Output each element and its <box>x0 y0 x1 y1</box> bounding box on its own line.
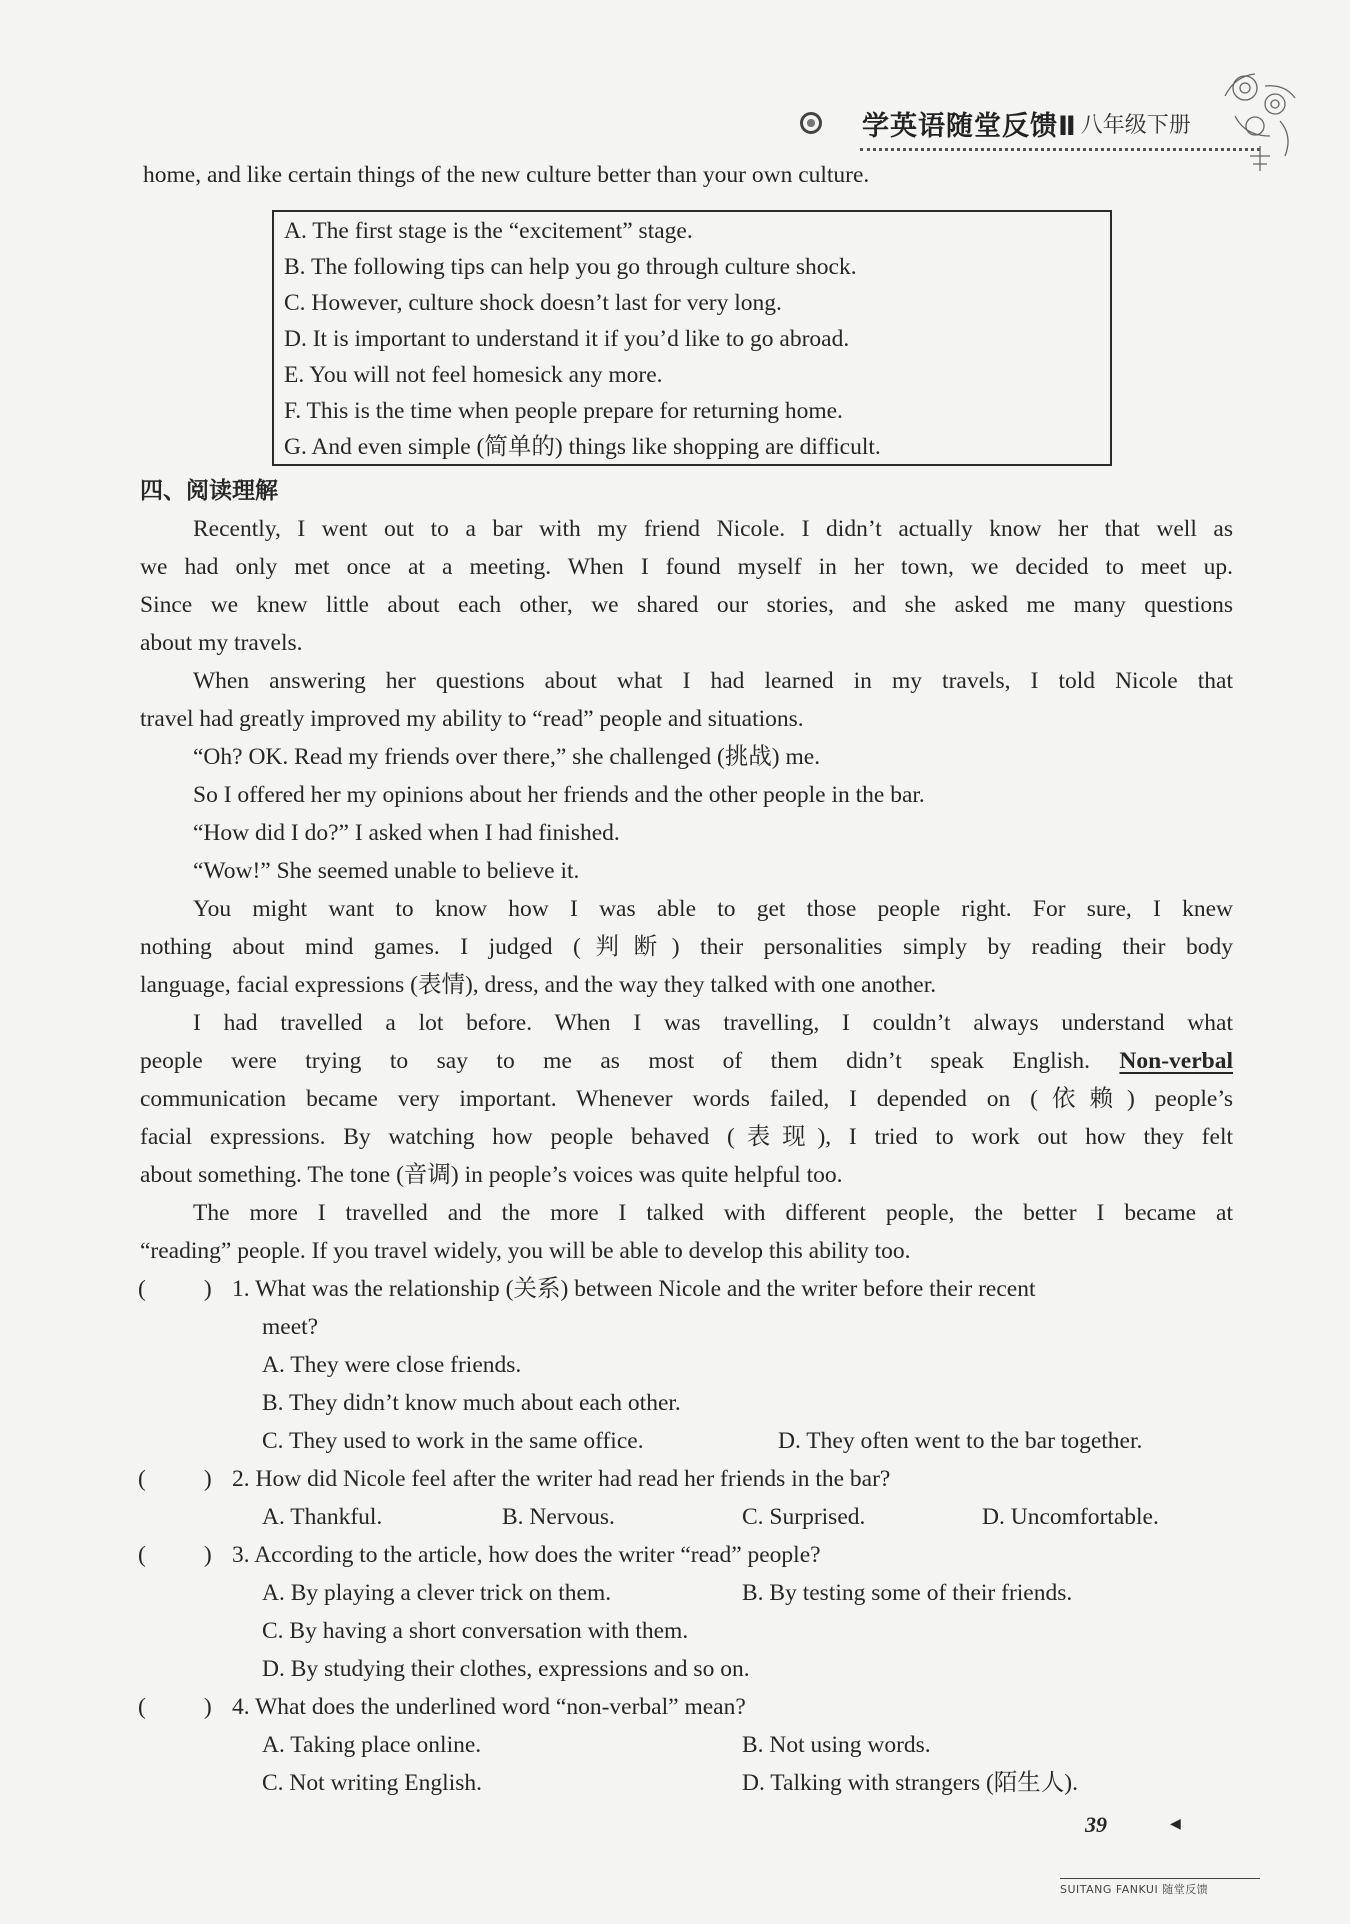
passage-line: So I offered her my opinions about her friends and the other people in the bar. <box>193 782 925 808</box>
option-e: E. You will not feel homesick any more. <box>284 362 663 388</box>
question-1-stem: 1. What was the relationship (关系) between Nicole and the writer before their recent <box>232 1276 1036 1302</box>
question-4-option-c: C. Not writing English. <box>262 1770 482 1796</box>
option-d: D. It is important to understand it if you’d like to go abroad. <box>284 326 850 352</box>
question-4-option-b: B. Not using words. <box>742 1732 931 1758</box>
answer-blank-4[interactable]: ( ) <box>138 1694 212 1720</box>
option-a: A. The first stage is the “excitement” stage. <box>284 218 693 244</box>
page-arrow-icon: ◀ <box>1170 1817 1181 1832</box>
answer-blank-3[interactable]: ( ) <box>138 1542 212 1568</box>
question-2-option-a: A. Thankful. <box>262 1504 383 1530</box>
question-4-stem: 4. What does the underlined word “non-verbal” mean? <box>232 1694 746 1720</box>
book-title: 学英语随堂反馈Ⅱ <box>862 110 1077 142</box>
question-2-stem: 2. How did Nicole feel after the writer had read her friends in the bar? <box>232 1466 891 1492</box>
header-divider <box>860 148 1260 151</box>
question-3-option-b: B. By testing some of their friends. <box>742 1580 1073 1606</box>
options-box <box>272 210 1112 466</box>
answer-blank-1[interactable]: ( ) <box>138 1276 212 1302</box>
question-1-stem-cont: meet? <box>262 1314 319 1340</box>
passage-line-text: people were trying to say to me as most of them didn’t speak English. <box>140 1048 1090 1074</box>
passage-line: “How did I do?” I asked when I had finished. <box>193 820 620 846</box>
question-3-option-a: A. By playing a clever trick on them. <box>262 1580 612 1606</box>
passage-line: language, facial expressions (表情), dress, and the way they talked with one another. <box>140 972 937 998</box>
question-1-option-b: B. They didn’t know much about each other. <box>262 1390 681 1416</box>
question-2-option-d: D. Uncomfortable. <box>982 1504 1159 1530</box>
page-number: 39 <box>1085 1812 1107 1837</box>
passage-line: travel had greatly improved my ability to “read” people and situations. <box>140 706 804 732</box>
passage-line: I had travelled a lot before. When I was travelling, I couldn’t always understand what <box>193 1010 1233 1036</box>
passage-line: You might want to know how I was able to get those people right. For sure, I knew <box>193 896 1233 922</box>
passage-line: we had only met once at a meeting. When I found myself in her town, we decided to meet up. <box>140 554 1233 580</box>
passage-line: The more I travelled and the more I talked with different people, the better I became at <box>193 1200 1233 1226</box>
question-3-option-c: C. By having a short conversation with them. <box>262 1618 689 1644</box>
bullet-icon <box>800 112 822 134</box>
answer-blank-2[interactable]: ( ) <box>138 1466 212 1492</box>
option-b: B. The following tips can help you go through culture shock. <box>284 254 857 280</box>
option-c: C. However, culture shock doesn’t last for very long. <box>284 290 782 316</box>
passage-line: nothing about mind games. I judged (判断) their personalities simply by reading their body <box>140 934 1233 960</box>
passage-line: “Wow!” She seemed unable to believe it. <box>193 858 580 884</box>
question-1-option-c: C. They used to work in the same office. <box>262 1428 644 1454</box>
question-4-option-d: D. Talking with strangers (陌生人). <box>742 1770 1079 1796</box>
flower-decoration-icon <box>1215 66 1305 176</box>
passage-line: Since we knew little about each other, we shared our stories, and she asked me many questions <box>140 592 1233 618</box>
passage-line: Recently, I went out to a bar with my friend Nicole. I didn’t actually know her that well as <box>193 516 1233 542</box>
option-g: G. And even simple (简单的) things like shopping are difficult. <box>284 434 881 460</box>
passage-line: about my travels. <box>140 630 303 656</box>
question-3-option-d: D. By studying their clothes, expressions and so on. <box>262 1656 750 1682</box>
intro-line: home, and like certain things of the new culture better than your own culture. <box>143 162 870 188</box>
option-f: F. This is the time when people prepare for returning home. <box>284 398 843 424</box>
question-3-stem: 3. According to the article, how does the writer “read” people? <box>232 1542 821 1568</box>
passage-line: “reading” people. If you travel widely, you will be able to develop this ability too. <box>140 1238 911 1264</box>
passage-line-with-underline <box>140 1046 1233 1076</box>
question-2-option-c: C. Surprised. <box>742 1504 866 1530</box>
question-4-option-a: A. Taking place online. <box>262 1732 482 1758</box>
book-subtitle: 八年级下册 <box>1080 112 1191 138</box>
passage-line: When answering her questions about what I had learned in my travels, I told Nicole that <box>193 668 1233 694</box>
page-header <box>800 100 1220 146</box>
footer-brand: SUITANG FANKUI 随堂反馈 <box>1060 1878 1260 1897</box>
question-1-option-a: A. They were close friends. <box>262 1352 522 1378</box>
passage-line: facial expressions. By watching how people behaved (表现), I tried to work out how they felt <box>140 1124 1233 1150</box>
section-title: 四、阅读理解 <box>140 478 278 504</box>
question-2-option-b: B. Nervous. <box>502 1504 615 1530</box>
passage-line: “Oh? OK. Read my friends over there,” she challenged (挑战) me. <box>193 744 821 770</box>
passage-line: communication became very important. Whenever words failed, I depended on (依赖) people’s <box>140 1086 1233 1112</box>
underlined-word: Non-verbal <box>1119 1048 1233 1074</box>
question-1-option-d: D. They often went to the bar together. <box>778 1428 1143 1454</box>
passage-line: about something. The tone (音调) in people’s voices was quite helpful too. <box>140 1162 843 1188</box>
